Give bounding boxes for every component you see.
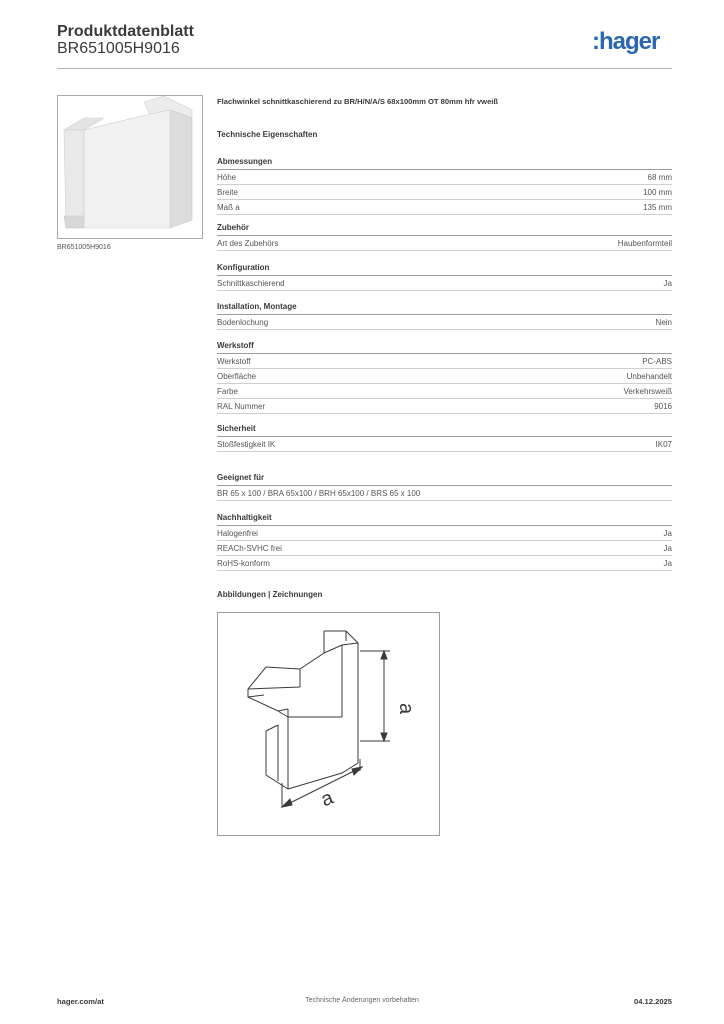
section-title: Technische Eigenschaften: [217, 130, 318, 139]
property-group-title: Nachhaltigkeit: [217, 513, 672, 526]
property-value: Verkehrsweiß: [623, 386, 672, 396]
property-value: IK07: [655, 439, 672, 449]
property-group-title: Geeignet für: [217, 473, 672, 486]
property-label: RAL Nummer: [217, 401, 266, 411]
property-value: Unbehandelt: [626, 371, 672, 381]
property-row: [217, 200, 672, 215]
property-group-title: Zubehör: [217, 223, 672, 236]
property-value: 9016: [654, 401, 672, 411]
property-row: [217, 170, 672, 185]
property-value: 68 mm: [647, 172, 672, 182]
property-row: [217, 315, 672, 330]
property-value: Ja: [663, 543, 672, 553]
property-group: [217, 424, 672, 452]
property-row: [217, 384, 672, 399]
property-label: REACh-SVHC frei: [217, 543, 282, 553]
property-value: Ja: [663, 278, 672, 288]
property-row: [217, 399, 672, 414]
dimension-drawing: [218, 613, 439, 835]
property-label: Art des Zubehörs: [217, 238, 279, 248]
property-label: Breite: [217, 187, 238, 197]
technical-drawing: [217, 612, 440, 836]
property-label: Werkstoff: [217, 356, 251, 366]
product-code: BR651005H9016: [57, 40, 180, 57]
property-row: [217, 486, 672, 501]
dimension-label-horizontal: a: [317, 786, 337, 812]
property-row: [217, 354, 672, 369]
page-header: [57, 20, 672, 70]
product-photo: [57, 95, 203, 239]
property-row: [217, 556, 672, 571]
property-value: 100 mm: [643, 187, 672, 197]
property-value: Ja: [663, 528, 672, 538]
property-row: [217, 541, 672, 556]
property-label: Stoßfestigkeit IK: [217, 439, 276, 449]
footer-note: Technische Änderungen vorbehalten: [305, 997, 419, 1004]
property-group-title: Abbildungen | Zeichnungen: [217, 590, 323, 599]
property-label: Höhe: [217, 172, 237, 182]
property-group-title: Werkstoff: [217, 341, 672, 354]
header-divider: [57, 68, 672, 69]
document-title: Produktdatenblatt: [57, 23, 194, 40]
property-group-title: Konfiguration: [217, 263, 672, 276]
property-label: RoHS-konform: [217, 558, 270, 568]
property-group-title: Installation, Montage: [217, 302, 672, 315]
svg-text::hager: :hager: [592, 28, 660, 55]
property-row: [217, 236, 672, 251]
property-label: Schnittkaschierend: [217, 278, 285, 288]
hager-logo: [592, 27, 672, 57]
product-photo-image: [58, 96, 202, 238]
photo-caption: BR651005H9016: [57, 244, 111, 251]
property-label: Oberfläche: [217, 371, 257, 381]
property-value: Nein: [655, 317, 672, 327]
property-group: [217, 473, 672, 501]
property-row: [217, 526, 672, 541]
property-label: Maß a: [217, 202, 240, 212]
property-row: [217, 437, 672, 452]
property-row: [217, 276, 672, 291]
property-group: [217, 302, 672, 330]
property-group: [217, 263, 672, 291]
property-group-title: Abmessungen: [217, 157, 672, 170]
footer-date: 04.12.2025: [633, 997, 672, 1006]
property-group: [217, 223, 672, 251]
property-value: PC-ABS: [642, 356, 672, 366]
product-details: [217, 97, 672, 599]
property-group-title: Sicherheit: [217, 424, 672, 437]
property-row: [217, 369, 672, 384]
property-group: [217, 157, 672, 215]
property-value: Ja: [663, 558, 672, 568]
property-value: 135 mm: [643, 202, 672, 212]
property-label: Bodenlochung: [217, 317, 269, 327]
property-value: Haubenformteil: [617, 238, 672, 248]
dimension-label-vertical: a: [395, 703, 417, 715]
property-group: [217, 590, 672, 603]
property-label: Farbe: [217, 386, 238, 396]
property-row: [217, 185, 672, 200]
property-label: Halogenfrei: [217, 528, 258, 538]
product-description: Flachwinkel schnittkaschierend zu BR/H/N/A/S 68x100mm OT 80mm hfr vweiß: [217, 97, 499, 106]
property-group: [217, 341, 672, 414]
property-label: BR 65 x 100 / BRA 65x100 / BRH 65x100 / BRS 65 x 100: [217, 488, 421, 498]
property-group: [217, 513, 672, 571]
footer-website[interactable]: hager.com/at: [57, 997, 104, 1006]
